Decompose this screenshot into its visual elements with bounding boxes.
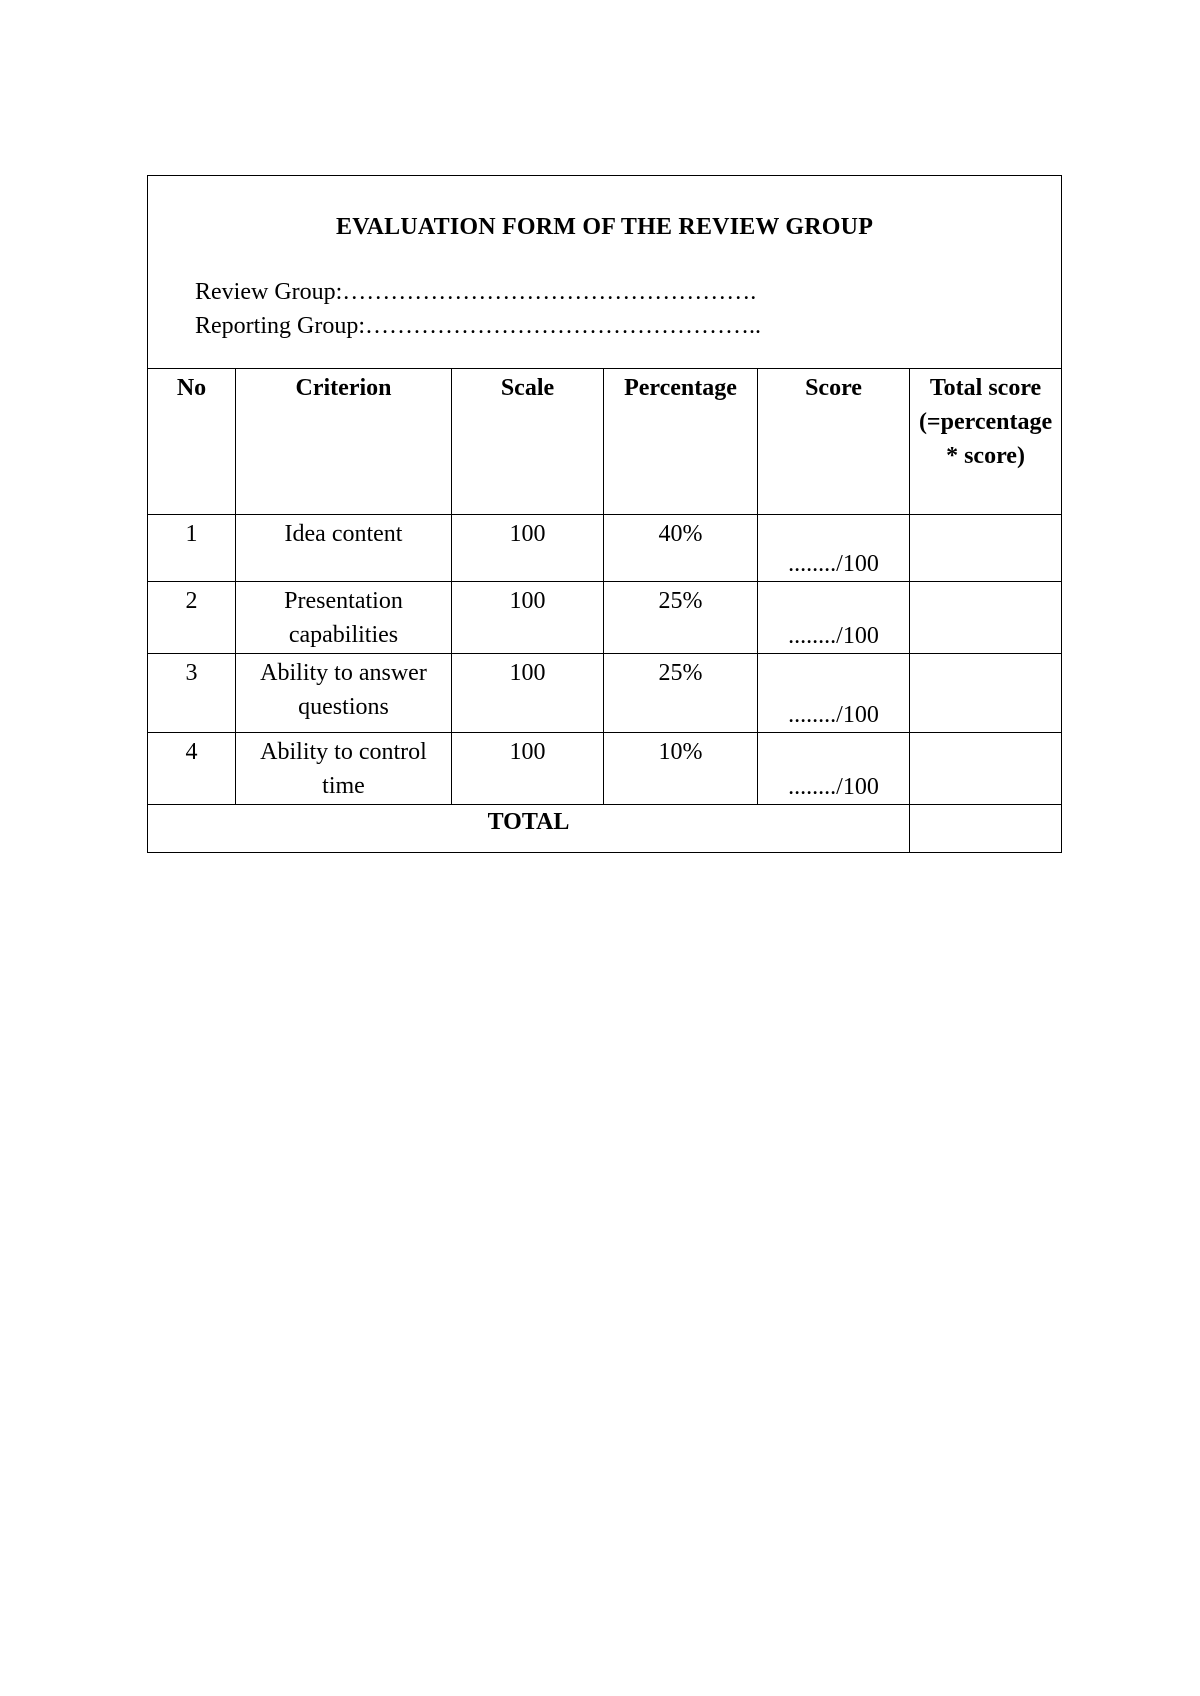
cell-no: 3: [148, 654, 236, 733]
column-header-row: [148, 369, 1062, 515]
table-row: [148, 515, 1062, 582]
cell-score[interactable]: [758, 654, 910, 733]
table-row: [148, 654, 1062, 733]
cell-total-score[interactable]: [910, 515, 1062, 582]
evaluation-form-table: [147, 175, 1062, 853]
cell-percentage: 25%: [604, 582, 758, 654]
score-blank: ......../100: [788, 623, 879, 649]
cell-scale: 100: [452, 582, 604, 654]
cell-criterion: Presentation capabilities: [236, 582, 452, 654]
review-group-field: Review Group:…………………………………………….: [195, 279, 757, 305]
cell-criterion: Ability to control time: [236, 733, 452, 805]
cell-no: 4: [148, 733, 236, 805]
cell-no: 2: [148, 582, 236, 654]
header-score: Score: [758, 369, 910, 515]
cell-total-score[interactable]: [910, 733, 1062, 805]
cell-score[interactable]: [758, 582, 910, 654]
cell-no: 1: [148, 515, 236, 582]
cell-scale: 100: [452, 515, 604, 582]
header-criterion: Criterion: [236, 369, 452, 515]
cell-scale: 100: [452, 654, 604, 733]
header-no: No: [148, 369, 236, 515]
cell-criterion: Ability to answer questions: [236, 654, 452, 733]
header-total-score: Total score (=percentage * score): [910, 369, 1062, 515]
table-row: [148, 733, 1062, 805]
score-blank: ......../100: [788, 551, 879, 577]
cell-percentage: 25%: [604, 654, 758, 733]
form-header: [148, 176, 1062, 369]
table-row: [148, 582, 1062, 654]
form-title: EVALUATION FORM OF THE REVIEW GROUP: [336, 214, 874, 240]
cell-score[interactable]: [758, 515, 910, 582]
cell-total-score[interactable]: [910, 582, 1062, 654]
score-blank: ......../100: [788, 774, 879, 800]
total-row: [148, 805, 1062, 853]
total-label: TOTAL: [148, 805, 910, 853]
cell-scale: 100: [452, 733, 604, 805]
score-blank: ......../100: [788, 702, 879, 728]
header-scale: Scale: [452, 369, 604, 515]
cell-criterion: Idea content: [236, 515, 452, 582]
total-value[interactable]: [910, 805, 1062, 853]
cell-score[interactable]: [758, 733, 910, 805]
cell-total-score[interactable]: [910, 654, 1062, 733]
cell-percentage: 40%: [604, 515, 758, 582]
cell-percentage: 10%: [604, 733, 758, 805]
header-percentage: Percentage: [604, 369, 758, 515]
reporting-group-field: Reporting Group:…………………………………………..: [195, 313, 761, 339]
